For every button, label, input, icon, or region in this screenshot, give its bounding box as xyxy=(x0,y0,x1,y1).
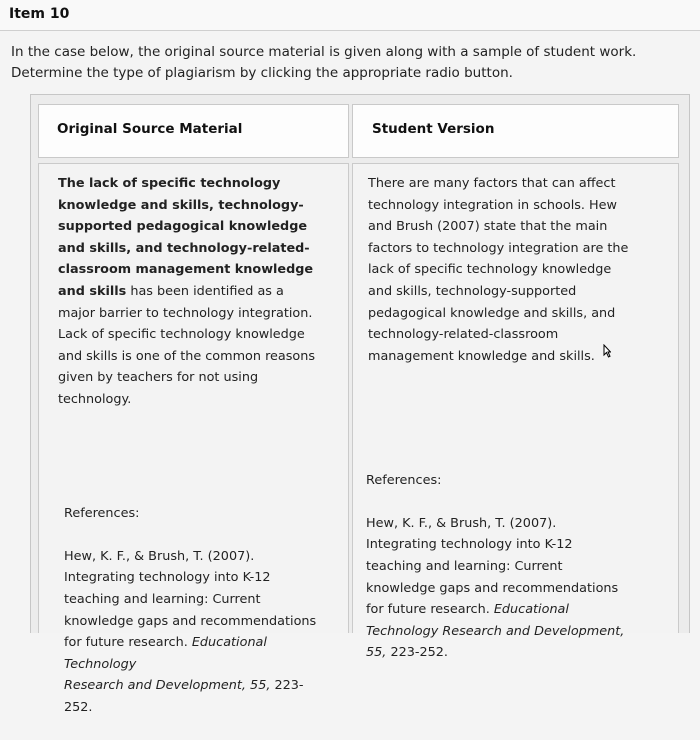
item-header xyxy=(0,0,700,31)
comparison-table xyxy=(30,94,690,715)
original-bold-text: The lack of specific technology knowledge and skills, technology- supported pedagogical knowledge and skills, and technology-related- classroom management knowledge and skills xyxy=(58,176,314,299)
instructions-line-2: Determine the type of plagiarism by clicking the appropriate radio button. xyxy=(11,65,513,81)
student-reference-entry xyxy=(366,513,676,664)
student-text: There are many factors that can affect technology integration in schools. Hew and Brush (2007) state that the main factors to technology integration are the lack of specific technology knowledge and skills, technology-supported pedagogical knowledge and skills, and technology-related-classroom management knowledge and skills. xyxy=(368,176,629,364)
student-reference-pages: 223-252. xyxy=(390,645,448,661)
original-reference-entry xyxy=(64,546,344,719)
original-reference-italic: Educational Technology Research and Development, 55, xyxy=(64,635,271,694)
original-references-label: References: xyxy=(64,505,140,521)
original-text xyxy=(58,173,348,411)
header-original-label: Original Source Material xyxy=(57,121,243,137)
original-reference-pages: 223- 252. xyxy=(64,678,304,715)
student-references-label: References: xyxy=(366,472,442,488)
student-references xyxy=(366,448,676,686)
instructions-line-1: In the case below, the original source material is given along with a sample of student work. xyxy=(11,44,637,60)
instructions xyxy=(11,42,691,84)
original-rest-text: has been identified as a major barrier to technology integration. Lack of specific technology knowledge and skills is one of the common reasons given by teachers for not using technology. xyxy=(58,283,316,407)
student-reference-plain: Hew, K. F., & Brush, T. (2007). Integrating technology into K-12 teaching and learning: Current knowledge gaps and recommendations for future research. xyxy=(366,515,619,618)
mouse-cursor-icon xyxy=(603,344,611,358)
item-title: Item 10 xyxy=(9,6,70,22)
header-original-source xyxy=(38,104,349,158)
original-reference-plain: Hew, K. F., & Brush, T. (2007). Integrating technology into K-12 teaching and learning: Current knowledge gaps and recommendations for future research. xyxy=(64,548,317,651)
student-reference-italic: Educational Technology Research and Development, 55, xyxy=(366,602,625,661)
student-version-cell xyxy=(352,163,679,661)
original-source-cell xyxy=(38,163,349,715)
original-references xyxy=(64,481,344,740)
header-student-label: Student Version xyxy=(372,121,495,137)
header-student-version xyxy=(352,104,679,158)
